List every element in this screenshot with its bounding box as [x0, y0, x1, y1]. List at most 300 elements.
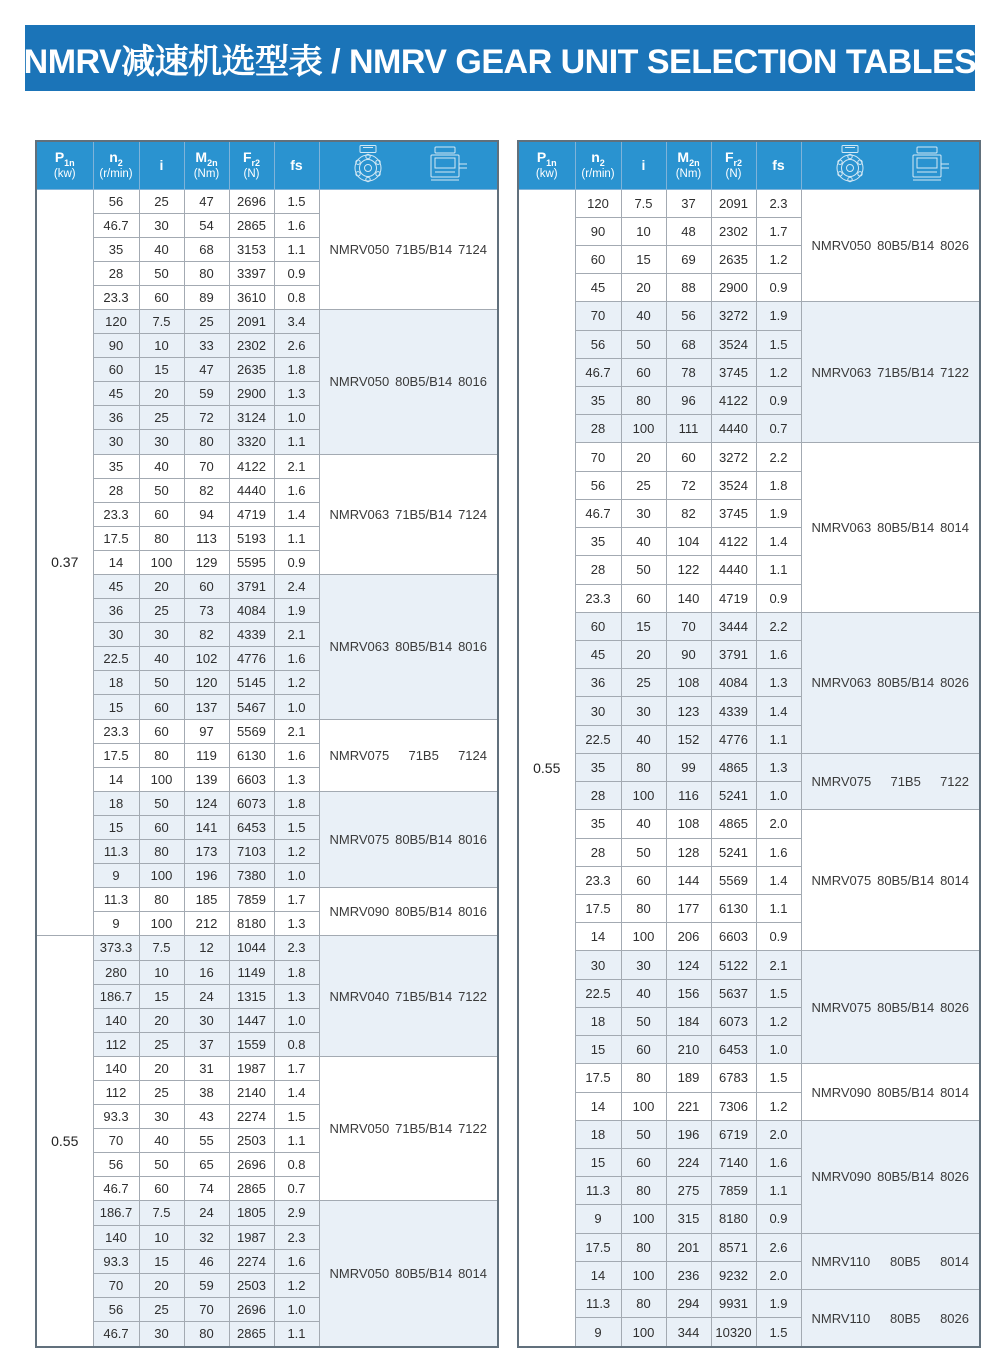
data-cell: 1.6	[274, 213, 319, 237]
data-cell: 60	[139, 815, 184, 839]
data-cell: 3397	[229, 261, 274, 285]
data-cell: 0.8	[274, 1153, 319, 1177]
data-cell: 144	[666, 866, 711, 894]
data-cell: 6783	[711, 1064, 756, 1092]
data-cell: 124	[666, 951, 711, 979]
data-cell: 1.5	[756, 1318, 801, 1347]
gearbox-side-view-drawing-icon	[421, 144, 477, 186]
data-cell: 68	[666, 330, 711, 358]
data-cell: 100	[621, 923, 666, 951]
data-cell: 60	[666, 443, 711, 471]
data-cell: 89	[184, 285, 229, 309]
data-cell: 40	[621, 528, 666, 556]
data-cell: 1.0	[274, 406, 319, 430]
data-cell: 4339	[711, 697, 756, 725]
data-cell: 18	[93, 791, 139, 815]
data-cell: 80	[139, 888, 184, 912]
model-flange: 80B5/B14	[877, 1169, 935, 1185]
model-name: NMRV040	[329, 988, 390, 1004]
column-unit: (kw)	[53, 167, 76, 180]
data-cell: 80	[621, 1177, 666, 1205]
data-cell: 72	[666, 471, 711, 499]
data-cell: 60	[621, 866, 666, 894]
data-cell: 2.2	[756, 443, 801, 471]
model-name: NMRV063	[811, 520, 872, 536]
column-header-n2	[575, 141, 621, 189]
data-cell: 20	[621, 274, 666, 302]
data-cell: 2.0	[756, 1120, 801, 1148]
data-cell: 10	[621, 217, 666, 245]
data-cell: 1.0	[756, 1036, 801, 1064]
data-cell: 30	[139, 1105, 184, 1129]
data-cell: 2635	[229, 358, 274, 382]
data-cell: 18	[575, 1120, 621, 1148]
data-cell: 1805	[229, 1201, 274, 1225]
model-flange: 80B5/B14	[395, 374, 453, 390]
data-cell: 4719	[711, 584, 756, 612]
data-cell: 46.7	[93, 213, 139, 237]
column-unit: (Nm)	[193, 167, 220, 180]
data-cell: 82	[184, 478, 229, 502]
data-cell: 7.5	[139, 1201, 184, 1225]
data-cell: 90	[666, 641, 711, 669]
data-cell: 2302	[711, 217, 756, 245]
column-label: $P_{1n}$	[54, 148, 75, 168]
data-cell: 11.3	[575, 1177, 621, 1205]
model-code: 7122	[458, 1121, 487, 1137]
data-cell: 1.4	[274, 1080, 319, 1104]
data-cell: 1.2	[756, 245, 801, 273]
data-cell: 15	[93, 695, 139, 719]
data-cell: 15	[93, 815, 139, 839]
model-code: 7122	[940, 774, 969, 790]
data-cell: 201	[666, 1233, 711, 1261]
data-cell: 30	[575, 697, 621, 725]
data-cell: 18	[575, 1007, 621, 1035]
data-cell: 212	[184, 912, 229, 936]
column-label: $F_{r2}$	[724, 148, 743, 168]
data-cell: 1987	[229, 1225, 274, 1249]
data-cell: 7859	[711, 1177, 756, 1205]
data-cell: 50	[621, 556, 666, 584]
data-cell: 1.9	[274, 599, 319, 623]
data-cell: 3791	[229, 575, 274, 599]
data-cell: 46.7	[93, 1321, 139, 1347]
data-cell: 100	[139, 864, 184, 888]
column-header-fr2	[711, 141, 756, 189]
model-cell	[319, 1201, 498, 1347]
data-cell: 1.0	[274, 1297, 319, 1321]
data-cell: 1.8	[274, 791, 319, 815]
data-cell: 60	[139, 719, 184, 743]
data-cell: 3272	[711, 443, 756, 471]
table-row	[518, 612, 980, 640]
model-code: 8014	[458, 1266, 487, 1282]
data-cell: 5241	[711, 782, 756, 810]
data-cell: 25	[139, 1297, 184, 1321]
data-cell: 80	[184, 430, 229, 454]
data-cell: 1.1	[274, 430, 319, 454]
data-cell: 2.1	[274, 719, 319, 743]
data-cell: 2696	[229, 189, 274, 213]
data-cell: 1.7	[756, 217, 801, 245]
data-cell: 25	[621, 669, 666, 697]
data-cell: 1.6	[756, 641, 801, 669]
data-cell: 16	[184, 960, 229, 984]
data-cell: 30	[139, 623, 184, 647]
column-header-p1n	[36, 141, 93, 189]
model-flange: 80B5/B14	[395, 1266, 453, 1282]
data-cell: 100	[139, 767, 184, 791]
data-cell: 80	[621, 1233, 666, 1261]
data-cell: 4440	[711, 556, 756, 584]
model-flange: 71B5/B14	[395, 988, 453, 1004]
data-cell: 1044	[229, 936, 274, 960]
data-cell: 45	[93, 575, 139, 599]
data-cell: 140	[93, 1225, 139, 1249]
data-cell: 5145	[229, 671, 274, 695]
data-cell: 2.9	[274, 1201, 319, 1225]
data-cell: 1.8	[274, 960, 319, 984]
data-cell: 56	[93, 189, 139, 213]
data-cell: 1.4	[274, 502, 319, 526]
data-cell: 20	[139, 1008, 184, 1032]
data-cell: 9232	[711, 1261, 756, 1289]
data-cell: 2.3	[274, 936, 319, 960]
data-cell: 48	[666, 217, 711, 245]
data-cell: 9	[575, 1205, 621, 1233]
model-name: NMRV050	[329, 1266, 390, 1282]
data-cell: 25	[139, 1080, 184, 1104]
data-cell: 6073	[711, 1007, 756, 1035]
data-cell: 224	[666, 1148, 711, 1176]
data-cell: 4865	[711, 753, 756, 781]
model-cell	[801, 443, 980, 612]
data-cell: 120	[575, 189, 621, 217]
table-row	[36, 1056, 498, 1080]
data-cell: 40	[139, 647, 184, 671]
data-cell: 6130	[229, 743, 274, 767]
data-cell: 1.2	[274, 671, 319, 695]
model-column-header	[801, 141, 980, 189]
data-cell: 2.1	[274, 454, 319, 478]
data-cell: 1.5	[274, 815, 319, 839]
column-label: i	[159, 157, 164, 174]
data-cell: 72	[184, 406, 229, 430]
data-cell: 82	[184, 623, 229, 647]
data-cell: 35	[93, 237, 139, 261]
data-cell: 80	[621, 1290, 666, 1318]
data-cell: 25	[184, 309, 229, 333]
data-cell: 23.3	[575, 866, 621, 894]
data-cell: 60	[575, 245, 621, 273]
data-cell: 210	[666, 1036, 711, 1064]
data-cell: 3153	[229, 237, 274, 261]
table-row	[518, 1290, 980, 1318]
data-cell: 1.0	[274, 864, 319, 888]
data-cell: 1.3	[756, 753, 801, 781]
data-cell: 8571	[711, 1233, 756, 1261]
data-cell: 344	[666, 1318, 711, 1347]
data-cell: 17.5	[575, 1233, 621, 1261]
model-code: 8016	[458, 639, 487, 655]
data-cell: 45	[93, 382, 139, 406]
model-code: 7124	[458, 506, 487, 522]
model-flange: 71B5	[890, 774, 921, 790]
model-flange: 71B5/B14	[395, 241, 453, 257]
data-cell: 45	[575, 641, 621, 669]
data-cell: 54	[184, 213, 229, 237]
data-cell: 23.3	[93, 502, 139, 526]
data-cell: 14	[93, 767, 139, 791]
model-name: NMRV110	[811, 1253, 871, 1269]
data-cell: 2.3	[274, 1225, 319, 1249]
data-cell: 10	[139, 1225, 184, 1249]
model-name: NMRV090	[329, 904, 390, 920]
data-cell: 9	[93, 864, 139, 888]
data-cell: 5637	[711, 979, 756, 1007]
data-cell: 78	[666, 358, 711, 386]
data-cell: 4776	[229, 647, 274, 671]
table-row	[36, 309, 498, 333]
data-cell: 7.5	[621, 189, 666, 217]
model-cell	[319, 888, 498, 936]
data-cell: 2.6	[274, 334, 319, 358]
data-cell: 2302	[229, 334, 274, 358]
data-cell: 20	[139, 575, 184, 599]
data-cell: 60	[93, 358, 139, 382]
column-label: $M_{2n}$	[195, 148, 218, 168]
data-cell: 0.9	[756, 584, 801, 612]
model-cell	[801, 810, 980, 951]
data-cell: 116	[666, 782, 711, 810]
data-cell: 1.7	[274, 888, 319, 912]
data-cell: 1.3	[274, 984, 319, 1008]
data-cell: 2274	[229, 1105, 274, 1129]
data-cell: 1.2	[274, 1273, 319, 1297]
data-cell: 2865	[229, 1177, 274, 1201]
model-flange: 80B5/B14	[877, 872, 935, 888]
data-cell: 73	[184, 599, 229, 623]
data-cell: 11.3	[575, 1290, 621, 1318]
table-row	[36, 1201, 498, 1225]
data-cell: 0.7	[756, 415, 801, 443]
data-cell: 80	[139, 743, 184, 767]
data-cell: 1.4	[756, 697, 801, 725]
table-row	[518, 302, 980, 330]
data-cell: 4122	[711, 387, 756, 415]
data-cell: 1447	[229, 1008, 274, 1032]
data-cell: 9931	[711, 1290, 756, 1318]
model-name: NMRV110	[811, 1310, 871, 1326]
data-cell: 56	[575, 330, 621, 358]
column-unit: (N)	[243, 167, 260, 180]
gearbox-front-view-drawing-icon	[340, 144, 396, 186]
table-row	[36, 454, 498, 478]
data-cell: 22.5	[93, 647, 139, 671]
model-code: 7124	[458, 747, 487, 763]
column-header-m2n	[666, 141, 711, 189]
data-cell: 12	[184, 936, 229, 960]
data-cell: 4339	[229, 623, 274, 647]
model-code: 8016	[458, 904, 487, 920]
data-cell: 1.1	[756, 556, 801, 584]
data-cell: 35	[575, 528, 621, 556]
data-cell: 0.9	[274, 261, 319, 285]
data-cell: 140	[93, 1008, 139, 1032]
data-cell: 35	[575, 387, 621, 415]
data-cell: 3124	[229, 406, 274, 430]
data-cell: 15	[575, 1036, 621, 1064]
data-cell: 100	[621, 782, 666, 810]
data-cell: 4122	[711, 528, 756, 556]
data-cell: 102	[184, 647, 229, 671]
data-cell: 275	[666, 1177, 711, 1205]
data-cell: 47	[184, 358, 229, 382]
data-cell: 6603	[229, 767, 274, 791]
data-cell: 80	[184, 261, 229, 285]
data-cell: 93.3	[93, 1249, 139, 1273]
data-cell: 122	[666, 556, 711, 584]
data-cell: 196	[184, 864, 229, 888]
data-cell: 1.2	[756, 1007, 801, 1035]
data-cell: 206	[666, 923, 711, 951]
data-cell: 17.5	[93, 526, 139, 550]
data-cell: 280	[93, 960, 139, 984]
data-cell: 139	[184, 767, 229, 791]
data-cell: 1.9	[756, 1290, 801, 1318]
data-cell: 28	[575, 782, 621, 810]
data-cell: 23.3	[93, 285, 139, 309]
data-cell: 40	[621, 302, 666, 330]
data-cell: 1149	[229, 960, 274, 984]
data-cell: 1.6	[756, 838, 801, 866]
data-cell: 40	[139, 1129, 184, 1153]
data-cell: 119	[184, 743, 229, 767]
column-label: $n_2$	[591, 148, 605, 168]
data-cell: 36	[93, 406, 139, 430]
data-cell: 100	[621, 1205, 666, 1233]
data-cell: 46.7	[93, 1177, 139, 1201]
data-cell: 59	[184, 382, 229, 406]
data-cell: 1.0	[756, 782, 801, 810]
data-cell: 100	[139, 550, 184, 574]
model-code: 8026	[940, 1310, 969, 1326]
data-cell: 15	[139, 358, 184, 382]
data-cell: 7.5	[139, 309, 184, 333]
data-cell: 24	[184, 984, 229, 1008]
data-cell: 100	[139, 912, 184, 936]
data-cell: 4865	[711, 810, 756, 838]
data-cell: 40	[139, 237, 184, 261]
data-cell: 196	[666, 1120, 711, 1148]
model-name: NMRV090	[811, 1169, 872, 1185]
model-cell	[801, 1064, 980, 1120]
table-row	[518, 189, 980, 217]
data-cell: 28	[93, 478, 139, 502]
data-cell: 56	[575, 471, 621, 499]
data-cell: 4440	[711, 415, 756, 443]
data-cell: 70	[184, 454, 229, 478]
data-cell: 40	[139, 454, 184, 478]
data-cell: 99	[666, 753, 711, 781]
data-cell: 24	[184, 1201, 229, 1225]
data-cell: 0.9	[756, 1205, 801, 1233]
data-cell: 2140	[229, 1080, 274, 1104]
data-cell: 137	[184, 695, 229, 719]
model-name: NMRV075	[329, 832, 390, 848]
data-cell: 20	[139, 1056, 184, 1080]
data-cell: 40	[621, 979, 666, 1007]
data-cell: 6453	[711, 1036, 756, 1064]
data-cell: 0.8	[274, 285, 319, 309]
data-cell: 1.1	[274, 526, 319, 550]
data-cell: 60	[139, 285, 184, 309]
data-cell: 80	[621, 753, 666, 781]
data-cell: 1.5	[756, 330, 801, 358]
data-cell: 1987	[229, 1056, 274, 1080]
data-cell: 1.6	[274, 647, 319, 671]
data-cell: 128	[666, 838, 711, 866]
data-cell: 50	[621, 838, 666, 866]
data-cell: 15	[575, 1148, 621, 1176]
model-name: NMRV063	[329, 639, 390, 655]
data-cell: 37	[666, 189, 711, 217]
data-cell: 30	[621, 697, 666, 725]
model-flange: 80B5	[889, 1253, 921, 1269]
model-name: NMRV050	[329, 374, 390, 390]
data-cell: 9	[575, 1318, 621, 1347]
data-cell: 140	[93, 1056, 139, 1080]
column-label: $P_{1n}$	[536, 148, 557, 168]
data-cell: 3524	[711, 330, 756, 358]
header-row	[36, 141, 498, 189]
selection-table-right	[517, 140, 981, 1348]
data-cell: 5569	[711, 866, 756, 894]
data-cell: 221	[666, 1092, 711, 1120]
data-cell: 0.9	[274, 550, 319, 574]
data-cell: 1.3	[274, 382, 319, 406]
data-cell: 17.5	[575, 1064, 621, 1092]
data-cell: 5569	[229, 719, 274, 743]
data-cell: 1.2	[274, 840, 319, 864]
data-cell: 2503	[229, 1129, 274, 1153]
data-cell: 186.7	[93, 1201, 139, 1225]
model-cell	[801, 1233, 980, 1289]
data-cell: 141	[184, 815, 229, 839]
page-title: NMRV减速机选型表 / NMRV GEAR UNIT SELECTION TABLES	[23, 42, 977, 81]
model-name: NMRV063	[811, 675, 872, 691]
data-cell: 2696	[229, 1153, 274, 1177]
power-cell: 0.55	[518, 189, 575, 1347]
column-unit: (r/min)	[581, 167, 615, 180]
data-cell: 2.3	[756, 189, 801, 217]
model-cell	[319, 1056, 498, 1201]
data-cell: 35	[575, 810, 621, 838]
model-cell	[801, 1290, 980, 1347]
data-cell: 20	[621, 443, 666, 471]
column-label: $M_{2n}$	[677, 148, 700, 168]
data-cell: 14	[575, 1261, 621, 1289]
data-cell: 3745	[711, 358, 756, 386]
data-cell: 3.4	[274, 309, 319, 333]
model-flange: 71B5/B14	[877, 364, 935, 380]
model-code: 8014	[940, 872, 969, 888]
data-cell: 38	[184, 1080, 229, 1104]
data-cell: 88	[666, 274, 711, 302]
column-header-p1n	[518, 141, 575, 189]
data-cell: 59	[184, 1273, 229, 1297]
